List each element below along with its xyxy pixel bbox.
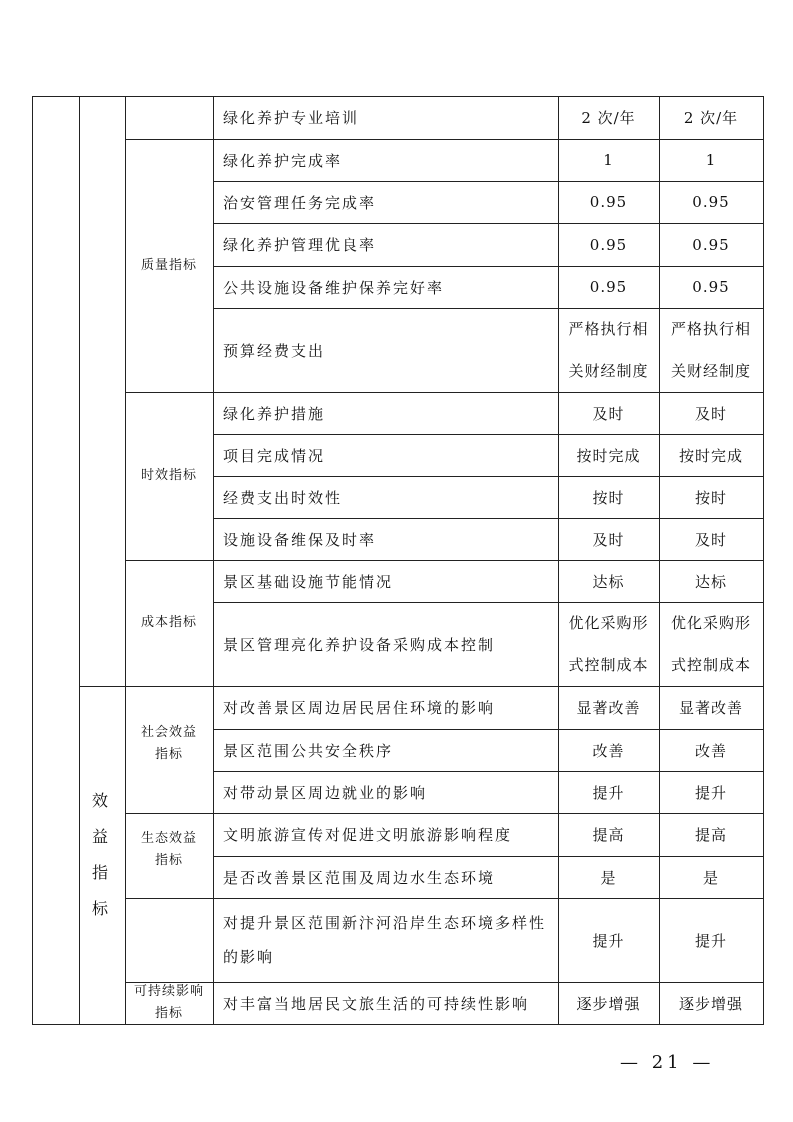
target-value: 提升 — [592, 931, 625, 950]
actual-value: 改善 — [694, 741, 727, 760]
indicator-name: 对提升景区范围新汴河沿岸生态环境多样性的影响 — [223, 914, 547, 966]
indicator-name: 景区范围公共安全秩序 — [223, 741, 394, 760]
category-social: 社会效益指标 — [140, 724, 197, 762]
actual-value: 显著改善 — [678, 699, 743, 717]
target-value: 及时 — [592, 404, 625, 423]
actual-value: 是 — [702, 868, 719, 887]
indicator-name: 对丰富当地居民文旅生活的可持续性影响 — [223, 994, 530, 1013]
actual-value: 按时完成 — [678, 446, 743, 465]
actual-value: 优化采购形式控制成本 — [670, 614, 751, 674]
actual-value: 1 — [705, 151, 717, 169]
target-value: 0.95 — [589, 235, 628, 254]
category-ecological: 生态效益指标 — [140, 830, 197, 868]
actual-value: 及时 — [694, 530, 727, 549]
indicator-name: 景区基础设施节能情况 — [223, 572, 394, 591]
target-value: 显著改善 — [576, 699, 641, 717]
category-quality: 质量指标 — [140, 257, 197, 273]
indicator-name: 对改善景区周边居民居住环境的影响 — [223, 699, 496, 717]
target-value: 及时 — [592, 530, 625, 549]
indicator-name: 绿化养护完成率 — [223, 151, 343, 170]
target-value: 改善 — [592, 741, 625, 760]
indicator-name: 治安管理任务完成率 — [223, 193, 377, 212]
actual-value: 逐步增强 — [678, 994, 743, 1013]
indicator-name: 是否改善景区范围及周边水生态环境 — [223, 868, 496, 887]
indicator-name: 设施设备维保及时率 — [223, 530, 377, 549]
page-number: — 21 — — [620, 1052, 715, 1073]
actual-value: 及时 — [694, 404, 727, 423]
indicator-name: 文明旅游宣传对促进文明旅游影响程度 — [223, 826, 513, 844]
category-sustainable: 可持续影响指标 — [133, 984, 204, 1021]
category-timeliness: 时效指标 — [140, 468, 197, 483]
target-value: 严格执行相关财经制度 — [568, 320, 649, 380]
target-value: 0.95 — [589, 278, 628, 296]
target-value: 0.95 — [589, 193, 628, 211]
indicator-name: 经费支出时效性 — [223, 488, 343, 507]
target-value: 提升 — [592, 783, 625, 802]
actual-value: 按时 — [694, 488, 727, 507]
indicator-name: 绿化养护管理优良率 — [223, 236, 377, 254]
target-value: 2 次/年 — [581, 109, 636, 127]
indicator-name: 预算经费支出 — [223, 341, 326, 360]
actual-value: 提升 — [694, 931, 727, 950]
category-cost: 成本指标 — [140, 615, 197, 630]
actual-value: 0.95 — [692, 235, 730, 254]
actual-value: 0.95 — [692, 278, 730, 296]
target-value: 1 — [603, 151, 614, 169]
target-value: 提高 — [592, 826, 625, 844]
actual-value: 严格执行相关财经制度 — [670, 320, 751, 380]
indicator-name: 绿化养护措施 — [223, 404, 326, 423]
actual-value: 提升 — [694, 783, 727, 802]
target-value: 按时 — [592, 488, 625, 507]
target-value: 逐步增强 — [576, 994, 641, 1013]
indicator-name: 对带动景区周边就业的影响 — [223, 783, 428, 802]
indicator-name: 公共设施设备维护保养完好率 — [223, 278, 445, 297]
actual-value: 达标 — [694, 572, 727, 591]
target-value: 按时完成 — [576, 446, 641, 465]
target-value: 优化采购形式控制成本 — [568, 614, 649, 674]
actual-value: 提高 — [694, 826, 727, 844]
indicator-name: 景区管理亮化养护设备采购成本控制 — [223, 635, 496, 654]
target-value: 达标 — [592, 572, 625, 591]
indicator-name: 项目完成情况 — [223, 446, 326, 465]
target-value: 是 — [600, 868, 617, 887]
second-level-benefit: 效益指标 — [91, 791, 112, 918]
actual-value: 2 次/年 — [683, 109, 739, 127]
actual-value: 0.95 — [692, 193, 730, 211]
indicator-name: 绿化养护专业培训 — [223, 109, 360, 127]
